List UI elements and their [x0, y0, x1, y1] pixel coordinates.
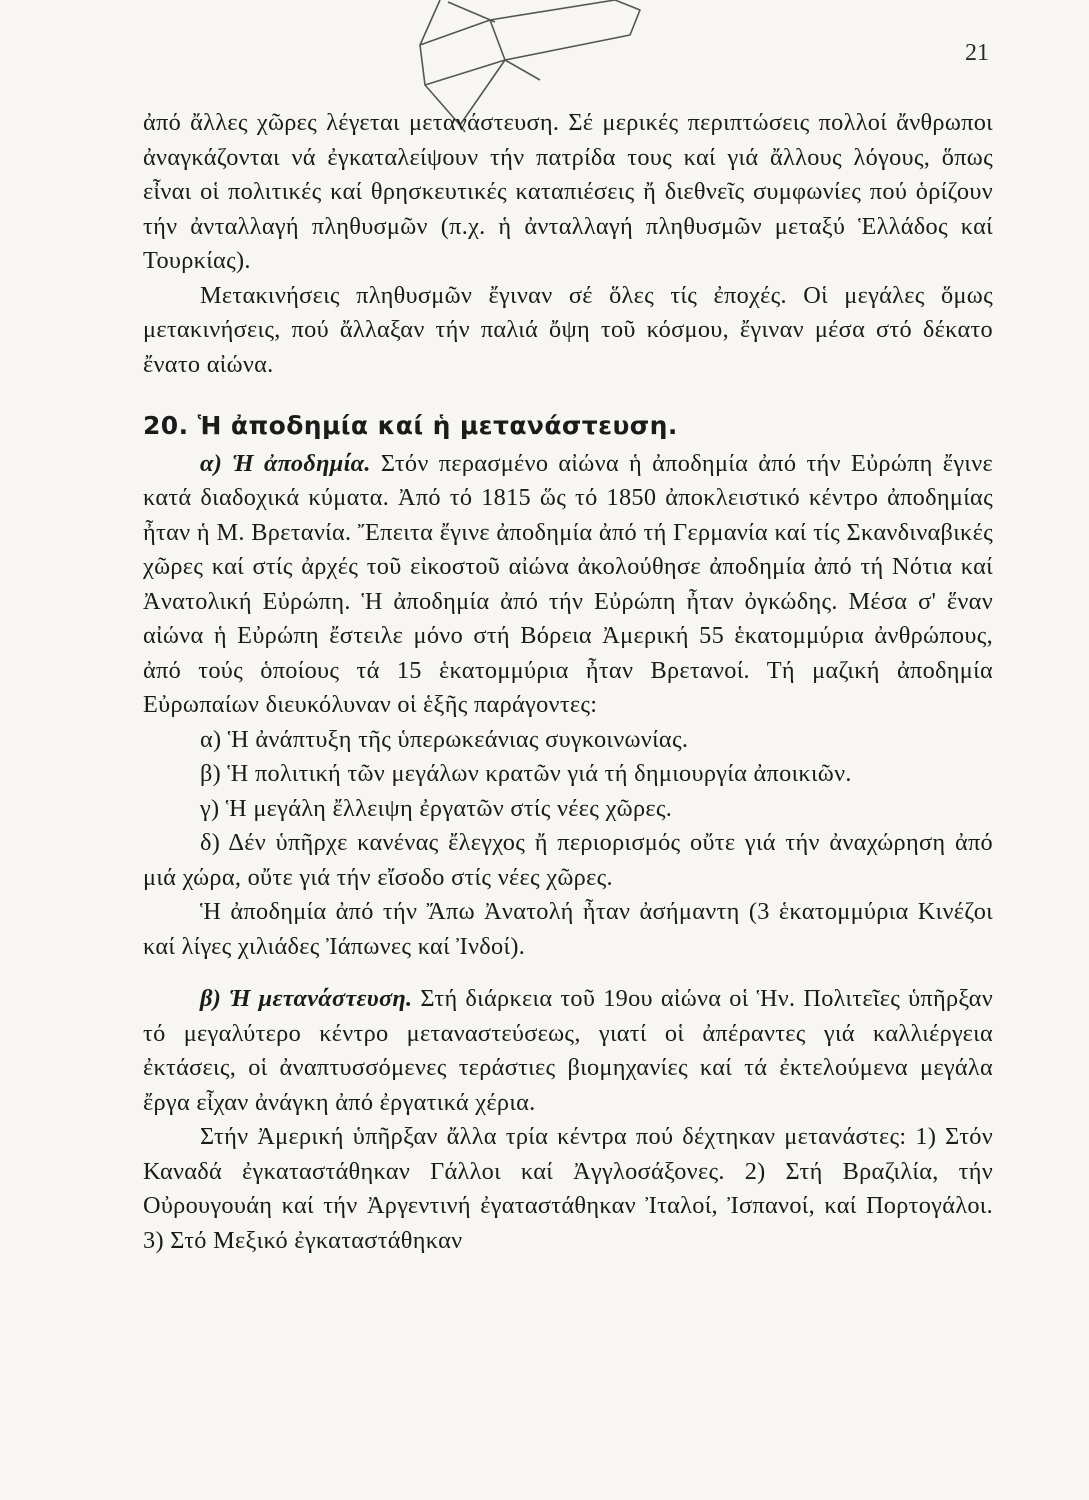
- factor-item: γ) Ἡ μεγάλη ἔλλειψη ἐργατῶν στίς νέες χῶρες.: [200, 794, 673, 822]
- factor-item: α) Ἡ ἀνάπτυξη τῆς ὑπερωκεάνιας συγκοινωνίας.: [200, 725, 689, 753]
- subsection-emigration-text: Στόν περασμένο αἰώνα ἡ ἀποδημία ἀπό τήν Εὐρώπη ἔγινε κατά διαδοχικά κύματα. Ἀπό τό 1815 ὥς τό 1850 ἀποκλειστικό κέντρο ἀποδημίας ἦταν ἡ Μ. Βρετανία. Ἔπειτα ἔγινε ἀποδημία ἀπό τή Γερμανία καί τίς Σκανδιναβικές χῶρες καί στίς ἀρχές τοῦ εἰκοστοῦ αἰώνα ἀκολούθησε ἀποδημία ἀπό τή Νότια καί Ἀνατολική Εὐρώπη. Ἡ ἀποδημία ἀπό τήν Εὐρώπη ἦταν ὀγκώδης. Μέσα σ' ἕναν αἰώνα ἡ Εὐρώπη ἔστειλε μόνο στή Βόρεια Ἀμερική 55 ἑκατομμύρια ἀνθρώπους, ἀπό τούς ὁποίους τά 15 ἑκατομμύρια ἦταν Βρετανοί. Τή μαζική ἀποδημία Εὐρωπαίων διευκόλυναν οἱ ἑξῆς παράγοντες:: [143, 449, 993, 718]
- subsection-immigration: [143, 982, 993, 1120]
- section-number: 20.: [143, 411, 189, 440]
- subsection-emigration-label: α) Ἡ ἀποδημία.: [200, 449, 371, 477]
- page-number: 21: [965, 40, 989, 66]
- subsection-emigration: [143, 447, 993, 723]
- section-title: Ἡ ἀποδημία καί ἡ μετανάστευση.: [197, 411, 678, 440]
- paragraph-migrations: Μετακινήσεις πληθυσμῶν ἔγιναν σέ ὅλες τίς ἐποχές. Οἱ μεγάλες ὅμως μετακινήσεις, πού ἄλλαξαν τήν παλιά ὄψη τοῦ κόσμου, ἔγιναν μέσα στό δέκατο ἔνατο αἰώνα.: [143, 281, 993, 378]
- page-content: [143, 106, 993, 1258]
- paragraph-far-east: Ἡ ἀποδημία ἀπό τήν Ἄπω Ἀνατολή ἦταν ἀσήμαντη (3 ἑκατομμύρια Κινέζοι καί λίγες χιλιάδες Ἰάπωνες καί Ἰνδοί).: [143, 898, 993, 960]
- paragraph-america-centers: Στήν Ἀμερική ὑπῆρξαν ἄλλα τρία κέντρα πού δέχτηκαν μετανάστες: 1) Στόν Καναδά ἐγκαταστάθηκαν Γάλλοι καί Ἀγγλοσάξονες. 2) Στή Βραζιλία, τήν Οὐρουγουάη καί τήν Ἀργεντινή ἐγαταστάθηκαν Ἰταλοί, Ἰσπανοί, καί Πορτογάλοι. 3) Στό Μεξικό ἐγκαταστάθηκαν: [143, 1123, 993, 1254]
- factor-item: β) Ἡ πολιτική τῶν μεγάλων κρατῶν γιά τή δημιουργία ἀποικιῶν.: [200, 760, 852, 787]
- paragraph-intro: ἀπό ἄλλες χῶρες λέγεται μετανάστευση. Σέ μερικές περιπτώσεις πολλοί ἄνθρωποι ἀναγκάζονται νά ἐγκαταλείψουν τήν πατρίδα τους καί γιά ἄλλους λόγους, ὅπως εἶναι οἱ πολιτικές καί θρησκευτικές καταπιέσεις ἤ διεθνεῖς συμφωνίες πού ὁρίζουν τήν ἀνταλλαγή πληθυσμῶν (π.χ. ἡ ἀνταλλαγή πληθυσμῶν μεταξύ Ἑλλάδος καί Τουρκίας).: [143, 109, 993, 274]
- subsection-immigration-text: Στή διάρκεια τοῦ 19ου αἰώνα οἱ Ἡν. Πολιτεῖες ὑπῆρξαν τό μεγαλύτερο κέντρο μεταναστεύσεως, γιατί οἱ ἀπέραντες γιά καλλιέργεια ἐκτάσεις, οἱ ἀναπτυσσόμενες τεράστιες βιομηχανίες καί τά ἐκτελούμενα μεγάλα ἔργα εἶχαν ἀνάγκη ἀπό ἐργατικά χέρια.: [143, 985, 993, 1116]
- subsection-immigration-label: β) Ἡ μετανάστευση.: [200, 985, 413, 1012]
- factor-item: δ) Δέν ὑπῆρχε κανένας ἔλεγχος ἤ περιορισμός οὔτε γιά τήν ἀναχώρηση ἀπό μιά χώρα, οὔτε γιά τήν εἴσοδο στίς νέες χῶρες.: [143, 829, 993, 891]
- section-heading: [143, 409, 993, 444]
